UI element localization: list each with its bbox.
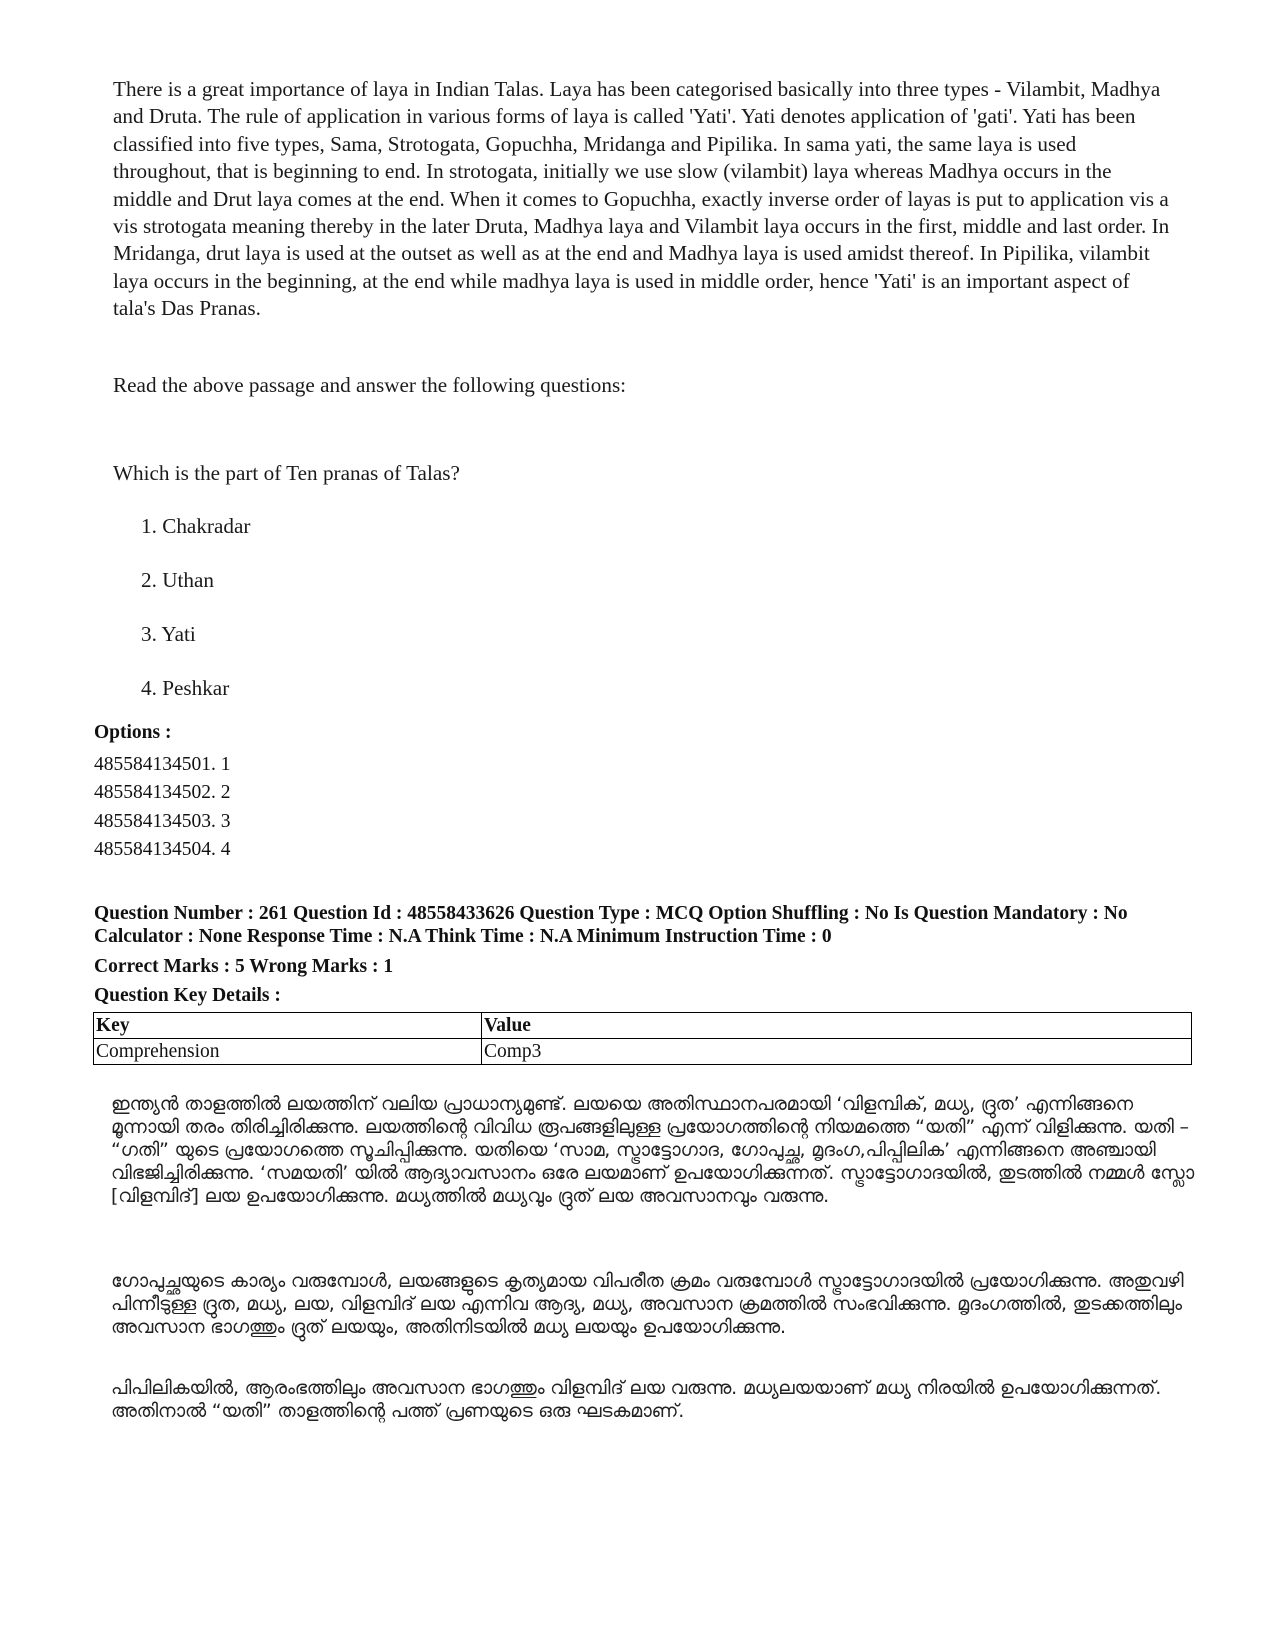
option-item: 485584134502. 2 — [94, 782, 231, 804]
choice-item: 3. Yati — [141, 622, 196, 646]
marks-line: Correct Marks : 5 Wrong Marks : 1 — [94, 956, 394, 977]
malayalam-paragraph: ഗോപുച്ഛയുടെ കാര്യം വരുമ്പോൾ, ലയങ്ങളുടെ കൃത്യമായ വിപരീത ക്രമം വരുമ്പോൾ സ്ട്രാട്ടോഗാദയിൽ പ്രയോഗിക്കുന്നു. അതുവഴി പിന്നീടുള്ള ദ്രുത, മധ്യ, ലയ, വിളമ്പിദ് ലയ എന്നിവ ആദ്യ, മധ്യ, അവസാന ക്രമത്തിൽ സംഭവിക്കുന്നു. മൃദംഗത്തിൽ, തുടക്കത്തിലും അവസാന ഭാഗത്തും ദ്രുത് ലയയും, അതിനിടയിൽ മധ്യ ലയയും ഉപയോഗിക്കുന്നു. — [111, 1270, 1184, 1338]
answer-choices — [141, 514, 250, 730]
choice-item: 2. Uthan — [141, 568, 214, 592]
malayalam-paragraph: പിപിലികയിൽ, ആരംഭത്തിലും അവസാന ഭാഗത്തും വിളമ്പിദ് ലയ വരുന്നു. മധ്യലയയാണ് മധ്യ നിരയിൽ ഉപയോഗിക്കുന്നത്. അതിനാൽ “യതി” താളത്തിന്റെ പത്ത് പ്രണയുടെ ഒരു ഘടകമാണ്. — [111, 1377, 1162, 1422]
choice-item: 1. Chakradar — [141, 514, 251, 538]
table-header-cell: Value — [482, 1013, 1192, 1039]
passage-text: There is a great importance of laya in Indian Talas. Laya has been categorised basically into three types - Vilambit, Madhya and Druta. The rule of application in various forms of laya is called 'Yati'. Yati denotes application of 'gati'. Yati has been classified into five types, Sama, Strotogata, Gopuchha, Mridanga and Pipilika. In sama yati, the same laya is used throughout, that is beginning to end. In strotogata, initially we use slow (vilambit) laya whereas Madhya occurs in the middle and Drut laya comes at the end. When it comes to Gopuchha, exactly inverse order of layas is put to application vis a vis strotogata meaning thereby in the later Druta, Madhya laya and Vilambit laya occurs in the first, middle and last order. In Mridanga, drut laya is used at the outset as well as at the end and Madhya laya is used amidst thereof. In Pipilika, vilambit laya occurs in the beginning, at the end while madhya laya is used in middle order, hence 'Yati' is an important aspect of tala's Das Pranas. — [113, 77, 1170, 321]
options-heading: Options : — [94, 722, 172, 743]
key-details-table — [93, 1012, 1192, 1065]
table-cell: Comp3 — [482, 1039, 1192, 1065]
table-header-row — [94, 1013, 1192, 1039]
option-item: 485584134503. 3 — [94, 810, 231, 832]
option-item: 485584134504. 4 — [94, 838, 231, 860]
instruction-text: Read the above passage and answer the following questions: — [113, 373, 627, 397]
table-cell: Comprehension — [94, 1039, 482, 1065]
choice-item: 4. Peshkar — [141, 676, 230, 700]
question-text: Which is the part of Ten pranas of Talas? — [113, 461, 460, 485]
key-details-heading: Question Key Details : — [94, 985, 281, 1006]
table-row — [94, 1039, 1192, 1065]
malayalam-paragraph: ഇന്ത്യൻ താളത്തിൽ ലയത്തിന് വലിയ പ്രാധാന്യമുണ്ട്. ലയയെ അതിസ്ഥാനപരമായി ‘വിളമ്പിക്, മധ്യ, ദ്രുത’ എന്നിങ്ങനെ മൂന്നായി തരം തിരിച്ചിരിക്കുന്നു. ലയത്തിന്റെ വിവിധ രൂപങ്ങളിലുള്ള പ്രയോഗത്തിന്റെ നിയമത്തെ “യതി” എന്ന് വിളിക്കുന്നു. യതി – “ഗതി” യുടെ പ്രയോഗത്തെ സൂചിപ്പിക്കുന്നു. യതിയെ ‘സാമ, സ്ട്രാട്ടോഗാദ, ഗോപുച്ഛ, മൃദംഗ,പിപ്പിലിക’ എന്നിങ്ങനെ അഞ്ചായി വിഭജിച്ചിരിക്കുന്നു. ‘സമയതി’ യിൽ ആദ്യാവസാനം ഒരേ ലയമാണ് ഉപയോഗിക്കുന്നത്. സ്ട്രാട്ടോഗാദയിൽ, തുടത്തിൽ നമ്മൾ സ്ലോ [വിളമ്പിദ്] ലയ ഉപയോഗിക്കുന്നു. മധ്യത്തിൽ മധ്യവും ദ്രുത് ലയ അവസാനവും വരുന്നു. — [111, 1093, 1195, 1207]
table-header-cell: Key — [94, 1013, 482, 1039]
question-metadata: Question Number : 261 Question Id : 48558433626 Question Type : MCQ Option Shuffling : No Is Question Mandatory : No Calculator : None Response Time : N.A Think Time : N.A Minimum Instruction Time : 0 — [94, 903, 1128, 947]
options-list — [94, 751, 231, 864]
option-item: 485584134501. 1 — [94, 754, 231, 775]
